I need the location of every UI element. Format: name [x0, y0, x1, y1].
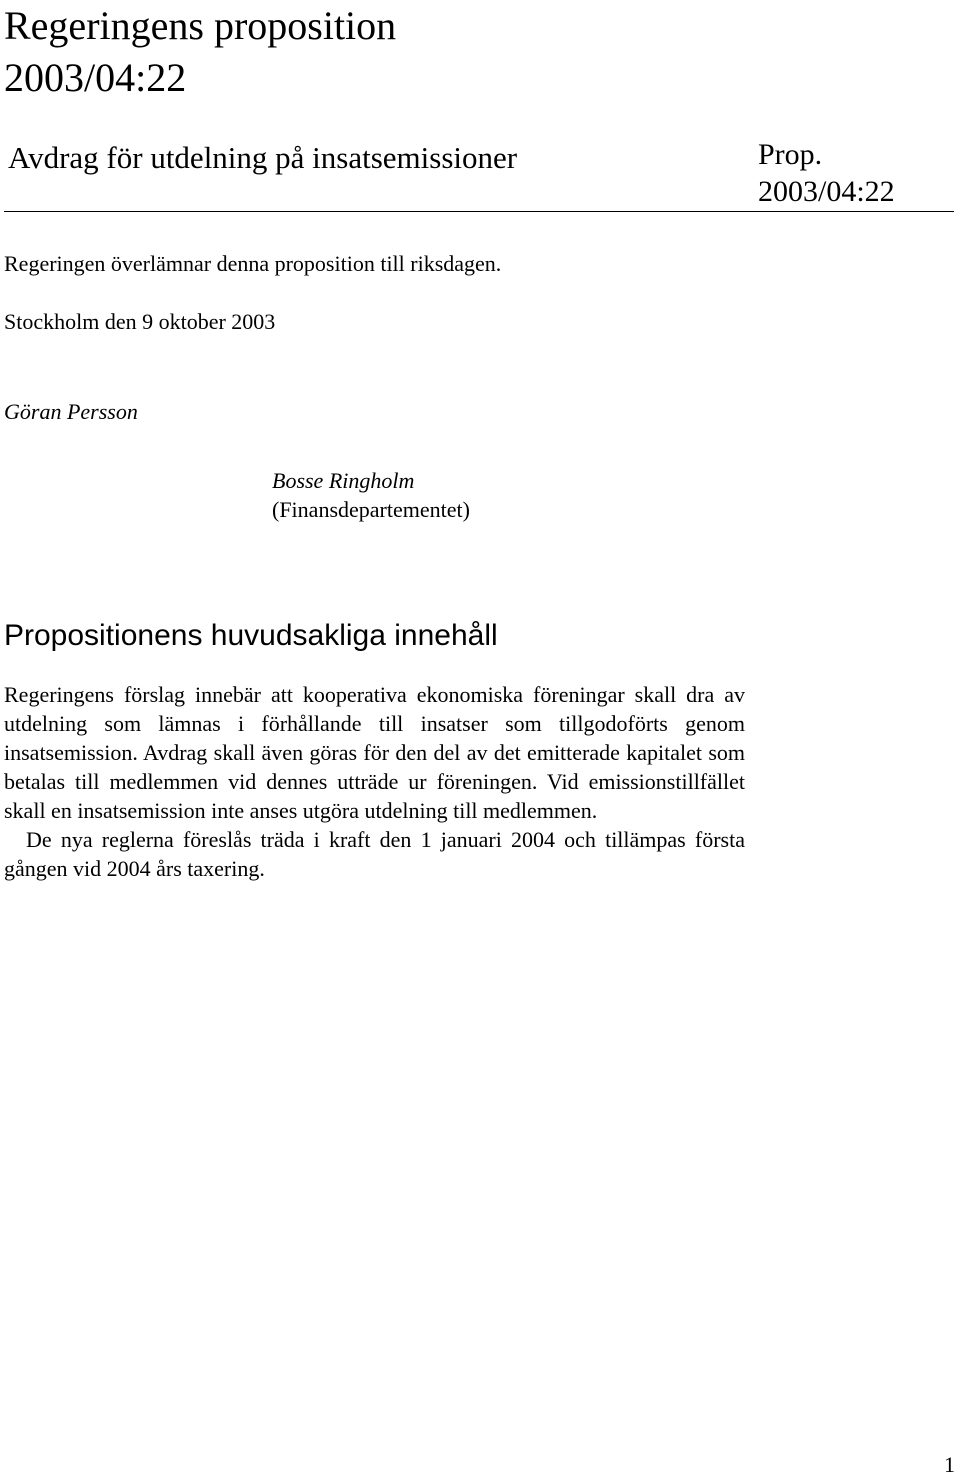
summary-heading: Propositionens huvudsakliga innehåll: [4, 619, 498, 652]
summary-paragraph-2: De nya reglerna föreslås träda i kraft den 1 januari 2004 och tillämpas första gången vid 2004 års taxering.: [4, 827, 745, 881]
header-divider: [4, 211, 954, 212]
page-number: 1: [944, 1452, 955, 1477]
summary-body: [4, 680, 745, 883]
proposition-number-label: Prop. 2003/04:22: [758, 138, 895, 208]
summary-paragraph-1: Regeringens förslag innebär att kooperativa ekonomiska föreningar skall dra av utdelning som lämnas i förhållande till insatser som tillgodoförts genom insatsemission. Avdrag skall även göras för den del av det emitterade kapitalet som betalas till medlemmen vid dennes utträde ur föreningen. Vid emissionstillfället skall en insatsemission inte anses utgöra utdelning till medlemmen.: [4, 682, 745, 823]
document-title: Regeringens proposition 2003/04:22: [4, 3, 397, 100]
minister-name: Bosse Ringholm: [272, 468, 415, 493]
proposition-subject: Avdrag för utdelning på insatsemissioner: [8, 140, 518, 175]
place-and-date: Stockholm den 9 oktober 2003: [4, 309, 276, 334]
handover-statement: Regeringen överlämnar denna proposition till riksdagen.: [4, 251, 502, 276]
minister-department: (Finansdepartementet): [272, 497, 470, 522]
signature-prime-minister: Göran Persson: [4, 399, 138, 424]
signature-minister: [272, 466, 470, 524]
